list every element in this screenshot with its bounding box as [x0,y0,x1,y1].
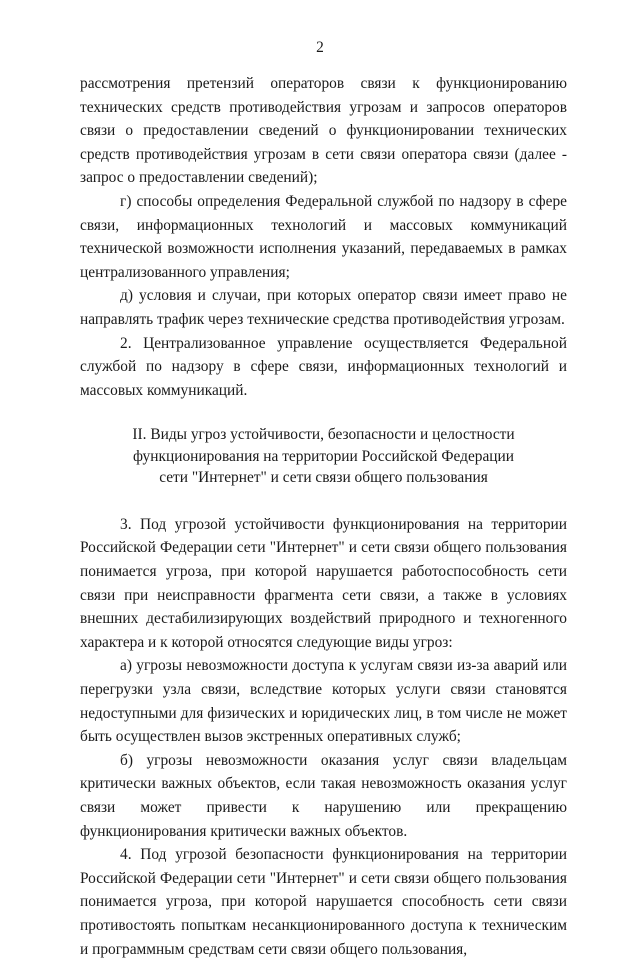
paragraph-item-g: г) способы определения Федеральной службой по надзору в сфере связи, информационных технологий и массовых коммуникаций технической возможности исполнения указаний, передаваемых в рамках централизованного управления; [80,192,567,281]
section-heading-line-3: сети "Интернет" и сети связи общего пользования [159,469,488,487]
paragraph-item-d: д) условия и случаи, при которых оператор связи имеет право не направлять трафик через технические средства противодействия угрозам. [80,287,567,328]
paragraph-clause-4: 4. Под угрозой безопасности функционирования на территории Российской Федерации сети "Интернет" и сети связи общего пользования понимается угроза, при которой нарушается способность сети связи противостоять попыткам несанкционированного доступа к техническим и программным средствам сети связи общего пользования, [80,846,567,958]
paragraph-continuation: рассмотрения претензий операторов связи к функционированию технических средств противодействия угрозам и запросов операторов связи о предоставлении сведений о функционировании технических средств противодействия угрозам в сети связи оператора связи (далее - запрос о предоставлении сведений); [80,75,567,187]
paragraph-clause-3: 3. Под угрозой устойчивости функционирования на территории Российской Федерации сети "Интернет" и сети связи общего пользования понимается угроза, при которой нарушается работоспособность сети связи при неисправности фрагмента сети связи, а также в условиях внешних дестабилизирующих воздействий природного и техногенного характера и к которой относятся следующие виды угроз: [80,515,567,651]
document-body [80,72,567,961]
paragraph-item-a: а) угрозы невозможности доступа к услугам связи из-за аварий или перегрузки узла связи, вследствие которых услуги связи становятся недоступными для физических и юридических лиц, в том числе не может быть осуществлен вызов экстренных оперативных служб; [80,657,567,746]
page-number: 2 [316,39,324,56]
paragraph-item-b: б) угрозы невозможности оказания услуг связи владельцам критически важных объектов, если такая невозможность оказания услуг связи может привести к нарушению или прекращению функционирования критически важных объектов. [80,751,567,840]
section-heading [80,424,567,489]
paragraph-clause-2: 2. Централизованное управление осуществляется Федеральной службой по надзору в сфере связи, информационных технологий и массовых коммуникаций. [80,334,567,399]
section-heading-line-2: функционирования на территории Российской Федерации [132,447,515,465]
section-heading-line-1: II. Виды угроз устойчивости, безопасности и целостности [132,426,515,444]
